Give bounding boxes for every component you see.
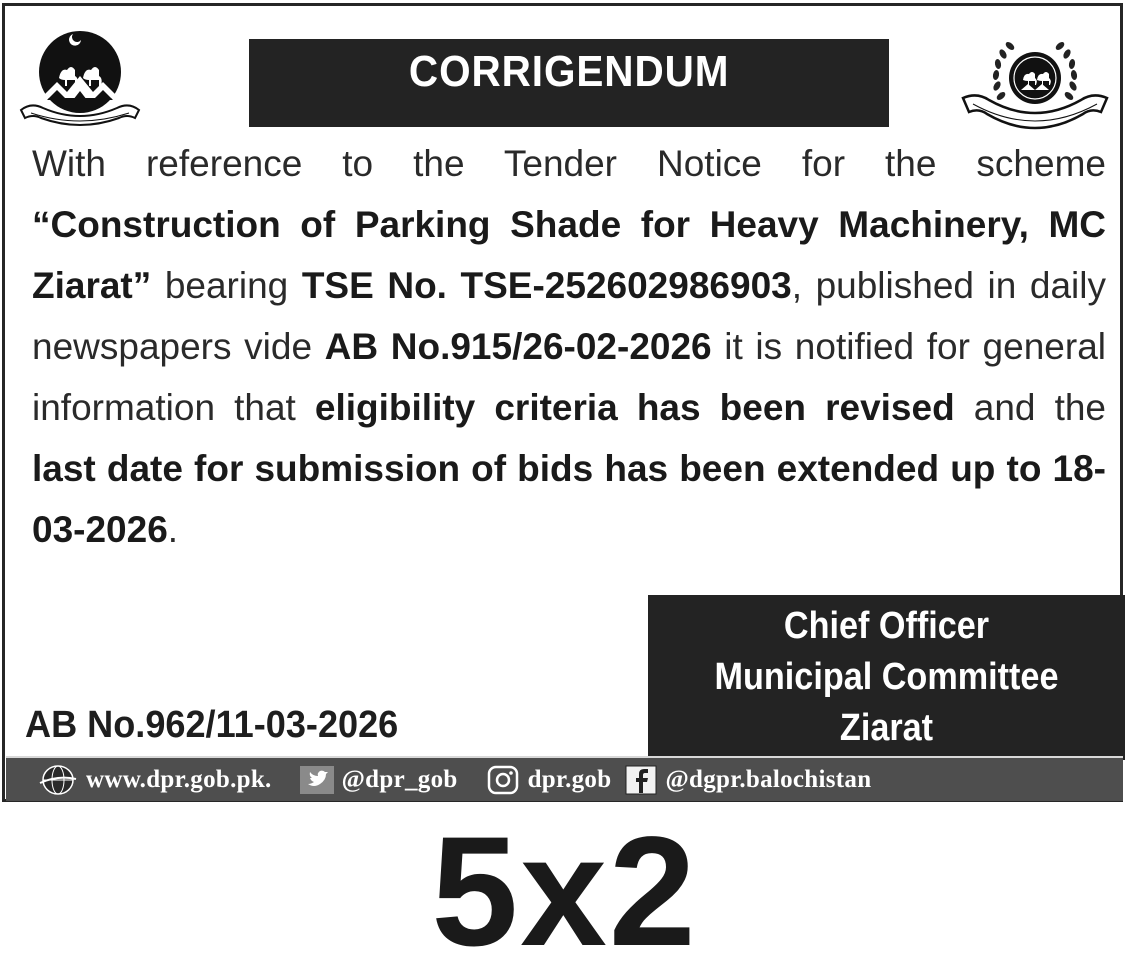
body-and-the: and the <box>954 387 1107 428</box>
notice-body <box>32 133 1106 560</box>
title-banner <box>249 39 889 127</box>
instagram-handle[interactable]: dpr.gob <box>527 765 612 793</box>
signature-office: Municipal Committee <box>714 656 1059 698</box>
signature-location: Ziarat <box>839 707 934 749</box>
body-notified: it is notified for general information that <box>32 326 1106 428</box>
ab-number: AB No.962/11-03-2026 <box>25 704 399 746</box>
balochistan-govt-emblem-icon <box>17 20 143 132</box>
body-published: , published in daily newspapers vide <box>32 265 1106 367</box>
scheme-name: “Construction of Parking Shade for Heavy Machinery, MC Ziarat” <box>32 204 1106 306</box>
body-intro: With reference to the Tender Notice for the scheme <box>32 143 1106 184</box>
date-extended: last date for submission of bids has been extended up to 18-03-2026 <box>32 448 1106 550</box>
signature-title: Chief Officer <box>783 605 990 647</box>
criteria-revised: eligibility criteria has been revised <box>314 387 955 428</box>
globe-icon <box>38 763 78 797</box>
body-period: . <box>167 509 179 550</box>
tse-number: TSE No. TSE-252602986903 <box>301 265 792 306</box>
twitter-icon <box>300 766 334 794</box>
ad-size-label: 5x2 <box>431 805 698 979</box>
facebook-icon <box>625 765 657 795</box>
website-link[interactable]: www.dpr.gob.pk. <box>86 765 272 793</box>
dgpr-balochistan-emblem-icon <box>957 26 1113 134</box>
twitter-handle[interactable]: @dpr_gob <box>341 765 458 793</box>
social-footer-bar <box>6 756 1123 801</box>
original-ab-reference: AB No.915/26-02-2026 <box>324 326 712 367</box>
facebook-handle[interactable]: @dgpr.balochistan <box>665 765 872 793</box>
body-bearing: bearing <box>151 265 302 306</box>
signature-block <box>648 595 1125 760</box>
page-title: CORRIGENDUM <box>408 47 730 96</box>
instagram-icon <box>486 765 520 795</box>
notice-frame <box>2 3 1123 802</box>
